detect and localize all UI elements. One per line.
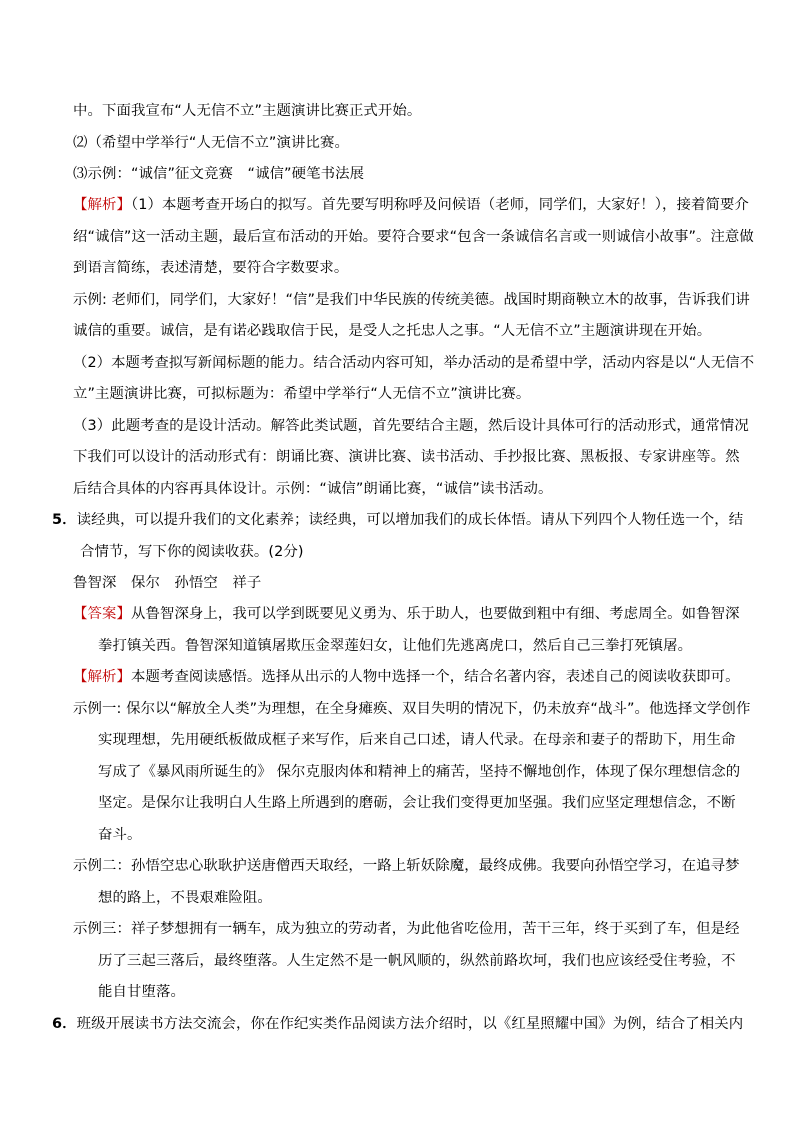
text-line: 后结合具体的内容再具体设计。示例：“诚信”朗诵比赛，“诚信”读书活动。 — [73, 481, 553, 497]
text-line: 示例二：孙悟空忠心耿耿护送唐僧西天取经，一路上斩妖除魔，最终成佛。我要向孙悟空学习，在追寻梦 — [73, 858, 740, 874]
question-5 — [52, 511, 743, 529]
text-line: 示例一: 保尔以“解放全人类”为理想，在全身瘫痪、双目失明的情况下，仍未放弃“战斗”。他选择文学创作 — [73, 701, 751, 717]
question-text: 读经典，可以提升我们的文化素养；读经典，可以增加我们的成长体悟。请从下列四个人物任选一个，结 — [76, 512, 744, 528]
text-line: 诚信的重要。诚信，是有诺必践取信于民，是受人之托忠人之事。“人无信不立”主题演讲现在开始。 — [73, 323, 712, 339]
text-line: 合情节，写下你的阅读收获。(2分) — [80, 544, 304, 560]
text-line: 绍“诚信”这一活动主题，最后宣布活动的开始。要符合要求“包含一条诚信名言或一则诚信小故事”。注意做 — [73, 229, 754, 245]
text-line: 实现理想，先用硬纸板做成框子来写作，后来自己口述，请人代录。在母亲和妻子的帮助下，用生命 — [98, 732, 736, 748]
analysis-line — [73, 196, 749, 214]
text-line: 想的路上，不畏艰难险阻。 — [98, 890, 272, 906]
analysis-text: 本题考查阅读感悟。选择从出示的人物中选择一个，结合名著内容，表述自己的阅读收获即可。 — [130, 669, 740, 685]
analysis-text: （1）本题考查开场白的拟写。首先要写明称呼及问候语（老师，同学们，大家好！），接着简要介 — [130, 197, 749, 213]
question-text: 班级开展读书方法交流会，你在作纪实类作品阅读方法介绍时，以《红星照耀中国》为例，结合了相关内 — [76, 1016, 744, 1032]
text-line: （2）本题考查拟写新闻标题的能力。结合活动内容可知，举办活动的是希望中学，活动内容是以“人无信不 — [73, 355, 755, 371]
text-line: 下我们可以设计的活动形式有：朗诵比赛、演讲比赛、读书活动、手抄报比赛、黑板报、专家讲座等。然 — [73, 449, 740, 465]
text-line: 示例: 老师们，同学们，大家好！“信”是我们中华民族的传统美德。战国时期商鞅立木的故事，告诉我们讲 — [73, 292, 750, 308]
character-options: 鲁智深 保尔 孙悟空 祥子 — [73, 575, 262, 591]
question-number: 5． — [52, 512, 77, 528]
answer-text: 从鲁智深身上，我可以学到既要见义勇为、乐于助人，也要做到粗中有细、考虑周全。如鲁智深 — [130, 606, 740, 622]
answer-tag: 【答案】 — [73, 606, 131, 622]
analysis-tag: 【解析】 — [73, 197, 131, 213]
analysis-line — [73, 668, 740, 686]
answer-line — [73, 605, 740, 623]
text-line: 写成了《暴风雨所诞生的》 保尔克服肉体和精神上的痛苦，坚持不懈地创作，体现了保尔理想信念的 — [98, 764, 741, 780]
text-line: （3）此题考查的是设计活动。解答此类试题，首先要结合主题，然后设计具体可行的活动形式，通常情况 — [73, 418, 749, 434]
text-line: 到语言简练，表述清楚，要符合字数要求。 — [73, 260, 349, 276]
text-line: 拳打镇关西。鲁智深知道镇屠欺压金翠莲妇女，让他们先逃离虎口，然后自己三拳打死镇屠。 — [98, 638, 693, 654]
text-line: 能自甘堕落。 — [98, 984, 185, 1000]
text-line: 坚定。是保尔让我明白人生路上所遇到的磨砺，会让我们变得更加坚强。我们应坚定理想信念，不断 — [98, 795, 736, 811]
text-line: 示例三：祥子梦想拥有一辆车，成为独立的劳动者，为此他省吃俭用，苦干三年，终于买到了车，但是经 — [73, 921, 740, 937]
text-line: 历了三起三落后，最终堕落。人生定然不是一帆风顺的，纵然前路坎坷，我们也应该经受住考验，不 — [98, 953, 736, 969]
text-line: ⑵（希望中学举行“人无信不立”演讲比赛。 — [73, 135, 349, 151]
question-6 — [52, 1015, 743, 1033]
text-line: 中。下面我宣布“人无信不立”主题演讲比赛正式开始。 — [73, 103, 422, 119]
text-line: ⑶示例：“诚信”征文竞赛 “诚信”硬笔书法展 — [73, 166, 365, 182]
analysis-tag: 【解析】 — [73, 669, 131, 685]
question-number: 6． — [52, 1016, 77, 1032]
text-line: 立”主题演讲比赛，可拟标题为：希望中学举行“人无信不立”演讲比赛。 — [73, 386, 531, 402]
text-line: 奋斗。 — [98, 827, 142, 843]
